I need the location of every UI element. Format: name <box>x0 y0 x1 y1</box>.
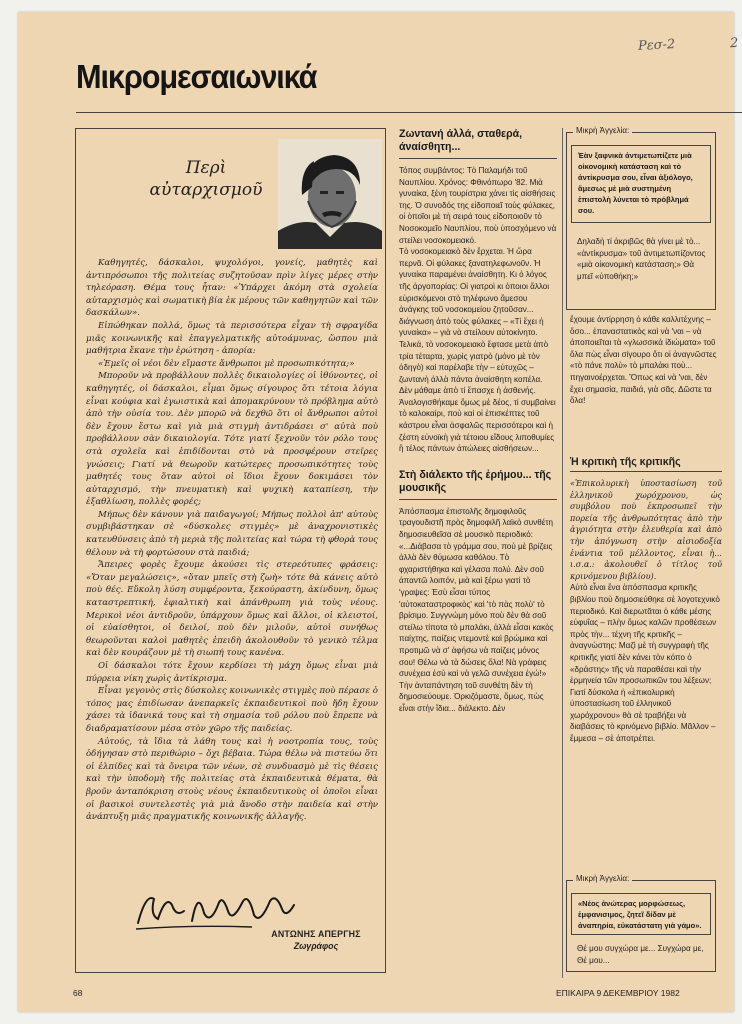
column-paragraph: «...Διάβασα τὸ γράμμα σου, ποὺ μὲ βρίζεις ἀλλὰ δὲν θύμωσα καθόλου. Τὸ φχαριστήθηκα καὶ γέλασα πολύ. Δὲν σοῦ ἀπαντῶ λοιπόν, μιὰ καὶ ξέρω γιατί τὸ 'γραψες: Ἐσὺ εἶσαι τύπος 'αὐτοκαταστροφικὸς' καὶ 'τὸ πὰς πολὺ' τὸ βρίσιμο. Συγγνώμη μόνο ποὺ δὲν θὰ σοῦ στείλω τίποτα τὸ μπαλάκι, ἀλλὰ εἶσαι κακὸς παίχτης, παίζεις ντεμοντὲ καὶ βρώμικα καὶ προτιμῶ νὰ σ' ἀφήσω νὰ παίζεις μόνος σου! Θέλω νὰ τὰ δώσεις ὅλα! Νὰ γράφεις συνέχεια ἐσὺ καὶ νὰ γελῶ συνέχεια ἐγώ!» <box>399 541 554 679</box>
article-paragraph: «Ἐμεῖς οἱ νέοι δὲν εἴμαστε ἄνθρωποι μὲ προσωπικότητα;» <box>98 358 355 369</box>
section-rule <box>399 499 557 500</box>
publication-date: ΕΠΙΚΑΙΡΑ 9 ΔΕΚΕΜΒΡΙΟΥ 1982 <box>556 988 680 998</box>
column-paragraph: Τὴν ἀνταπάντηση τοῦ συνθέτη δὲν τὴ δημοσιεύουμε. Ὁρκιζόμαστε, ὅμως, πὼς εἶναι στὴν ἴδια... διάλεκτο. Δὲν <box>399 680 544 713</box>
ad-text: Ἐὰν ξαφνικὰ ἀντιμετωπίζετε μιὰ οἰκονομικὴ κατάσταση καὶ τὸ ἀντίκρυσμα σου, εἶναι ἀξιόλογο, ἄμεσως μὲ μιὰ συστημένη ἐπιστολὴ λύνεται τὸ πρόβλημά σου. <box>571 145 711 223</box>
ad-label: Μικρὴ Ἀγγελία: <box>573 126 632 135</box>
title-rule <box>76 112 742 113</box>
column-paragraph: Αὐτὸ εἶναι ἕνα ἀπόσπασμα κριτικῆς βιβλίου ποὺ δημοσιεύθηκε σὲ λογοτεχνικὸ περιοδικό. Καὶ διερωτᾶται ὁ κάθε μέσης εὐφυΐας – πλὴν ὅμως καλῶν προθέσεων πρὸς τὴν... τέχνη τῆς κριτικῆς – ἀναγνώστης: Μαζὶ μὲ τὴ συγγραφὴ τῆς κριτικῆς γιατί δὲν κάνει τὸν κόπο ὁ «δράστης» τῆς νὰ παραθέσει καὶ τὴν ἑρμηνεία τῶν προσωπικῶν του λέξεων; Γιατί δύσκολα ἡ «ἐπικολυρικὴ ὑποστασίωση τοῦ ἑλληνικοῦ χωρόχρονου» θὰ σὲ τραβήξει νὰ διαβάσεις τὸ κρινόμενο βιβλίο. Μᾶλλον – ἔμμεσα – σὲ ἀποτρέπει. <box>570 583 720 744</box>
critique-quote: «Ἐπικολυρικὴ ὑποστασίωση τοῦ ἑλληνικοῦ χωρόχρονου, ὡς συμβόλου ποὺ ἐκπροσωπεῖ τὴν πορεία τῆς ἀνθρωπότητας ἀπὸ τὴν ἀγριότητα στὴν ἐλευθερία καὶ ἀπὸ τὴν ἀπόγνωση στὴν αἰσιοδοξία ἐνάντια τοῦ μέλλοντος, εἶναι ἡ... ι.σ.α.: ἀκολουθεῖ ὁ τίτλος τοῦ κρινόμενου βιβλίου). <box>570 478 722 581</box>
article-paragraph: Καθηγητές, δάσκαλοι, ψυχολόγοι, γονείς, μαθητὲς καὶ ἀντιπρόσωποι τῆς πολιτείας συζητοῦσαν πρὶν λίγες μέρες στὴν τηλεόραση. Θέμα τους ἦταν: «Ὑπάρχει ἀκόμη στὰ σχολεία αὐταρχισμὸς καὶ σωματικὴ βία ἐκ μέρους τῶν καθηγητῶν καὶ τῶν δασκάλων». <box>86 258 378 319</box>
column-paragraph: Τελικά, τὸ νοσοκομειακὸ ἔφτασε μετὰ ἀπὸ τρία τέταρτα, χωρὶς γιατρὸ (μόνο μὲ τὸν ὁδηγὸ) καὶ παρέλαβε τὴν – εὐτυχῶς – ζωντανὴ ἀλλὰ πάντα ἀναίσθητη κοπέλα. <box>399 339 549 384</box>
column-paragraph: Ἀπόσπασμα ἐπιστολῆς δημοφιλοῦς τραγουδιστῆ πρὸς δημοφιλῆ λαϊκὸ συνθέτη δημοσιευθεῖσα σὲ μουσικὸ περιοδικό: <box>399 506 554 540</box>
author-portrait <box>278 139 382 249</box>
column-section <box>399 469 557 715</box>
article-paragraph: Εἰπώθηκαν πολλά, ὅμως τὰ περισσότερα εἶχαν τὴ σφραγίδα μιᾶς κοινωνικῆς καὶ ἐπαγγελματικῆς αὐτοάμυνας, ὥσπου μιὰ μαθήτρια ἔκανε τὴν ἐρώτηση - ἀπορία: <box>86 320 378 357</box>
article-body <box>86 257 378 824</box>
article-paragraph: Μποροῦν νὰ προβάλλουν πολλὲς δικαιολογίες οἱ ἰθύνοντες, οἱ καθηγητές, οἱ δάσκαλοι, εἶμαι ὅμως σίγουρος ὅτι τέτοια λόγια εἶναι κούφια καὶ ἐγωιστικὰ καὶ ἀπομακρύνουν τὸ πρόβλημα αὐτὸ ἀπὸ τὴν οὐσία του. Δὲν μπορῶ νὰ δεχθῶ ὅτι οἱ ἄνθρωποι αὐτοὶ δὲν ἔχουν ἔστω καὶ γιὰ μιὰ στιγμὴ ἀντιδράσει σ' αὐτὰ ποὺ προβάλλουν σὰν δικαιολογία. Τότε γιατί ξεχνοῦν τὸν ρόλο τους στὰ σχολεῖα καὶ ἐπιδίδονται στὸ νὰ προσφέρουν στεῖρες γνώσεις; Γιατί νὰ θεωροῦν κατώτερες προσωπικότητες τοὺς μαθητές τους ὅταν αὐτοὶ οἱ ἴδιοι ἔχουν δοκιμάσει τὸν αὐταρχισμό, τὴν πνευματικὴ καὶ ψυχικὴ καταπίεση, τὴν ἐξαθλίωση, πολλὲς φορές; <box>86 371 378 508</box>
article-paragraph: Ἄπειρες φορὲς ἔχουμε ἀκούσει τὶς στερεότυπες φράσεις: «Ὅταν μεγαλώσεις», «ὅταν μπεῖς στὴ ζωὴ» τότε θὰ κάνεις αὐτὸ ποὺ θές. Εὔκολη λύση συμφέροντα, ξεκούραστη, ἀκίνδυνη, ὅμως καταστρεπτική, ἐφιαλτικὴ καὶ ἀπάνθρωπη γιὰ τοὺς νέους. Μερικοὶ νέοι ἀντιδροῦν, ὑπάρχουν ὅμως καὶ ἄλλοι, οἱ κλειστοί, οἱ εὐαίσθητοι, οἱ δειλοί, ποὺ δὲν μιλοῦν, αὐτοὶ συνήθως θεωροῦνται καλοὶ μαθητὲς ἐπειδὴ ἀκολουθοῦν τὸ γενικὸ τέλμα καὶ δὲν κουράζουν μὲ τὴ σιωπή τους κανένα. <box>86 560 378 659</box>
column-section <box>399 128 557 455</box>
handwritten-note: Ρεσ-2 <box>637 37 676 54</box>
section-heading: Ζωντανή άλλά, σταθερά, άναίσθητη... <box>399 128 523 153</box>
author-name: ΑΝΤΩΝΗΣ ΑΠΕΡΓΗΣ <box>271 929 361 939</box>
column-paragraph: Τόπος συμβάντος: Τὸ Παλαμήδι τοῦ Ναυπλίου. Χρόνος: Φθινόπωρο '82. Μιὰ γυναίκα, ξένη τουρίστρια χάνει τὶς αἰσθήσεις της. Ὁ συνοδός της εἰδοποιεῖ τοὺς φύλακες, οἱ ὁποῖοι μὲ τὴ σειρά τους εἰδοποιοῦν τὸ Νοσοκομεῖο Ναυπλίου, ποὺ ὑποσχόμενο νὰ στείλει νοσοκομειακό. <box>399 166 557 245</box>
article-title: Περὶ αὐταρχισμοῦ <box>149 158 263 200</box>
column-paragraph: Τὸ νοσοκομειακὸ δὲν ἔρχεται. Ἡ ὥρα περνᾶ. Οἱ φύλακες ξανατηλεφωνοῦν. Ἡ γυναίκα παραμένει ἀναίσθητη. Κι ὁ λόγος τῆς ἀργοπορίας: Οἱ γιατροὶ κι ὁποιοι ἄλλοι εὑρισκόμενοι στὸ τηλέφωνο ἄμεσου ἀνάγκης τοῦ νοσοκομείου ζητοῦσαν... διάγνωση ἀπὸ τοὺς φύλακες – «Τί ἔχει ἡ γυναίκα» – γιὰ νὰ στείλουν αὐτοκίνητο. <box>399 247 550 338</box>
article-paragraph: Αὐτούς, τὰ ἴδια τὰ λάθη τους καὶ ἡ νοοτροπία τους, τοὺς ὁδήγησαν στὸ περιθώριο – ὄχι βέβαια. Τώρα θέλω νὰ πιστεύω ὅτι οἱ ἐλπίδες καὶ τὰ ὄνειρα τῶν νέων, σὲ συνδυασμὸ μὲ τὶς θέσεις καὶ τὴν ὑποδομὴ τῆς πολιτείας στὰ ἐκπαιδευτικὰ θέματα, θὰ βροῦν ἀνταπόκριση στοὺς νέους ἐκπαιδευτικοὺς οἱ ὁποῖοι εἶναι οἱ βασικοὶ συντελεστὲς γιὰ μιὰ ἄνοδο στὴν παιδεία καὶ στὴν ἀνάπτυξη μιᾶς πραγματικῆς κοινωνικῆς ἀλλαγῆς. <box>86 736 378 823</box>
ad-text: «Νέος ἀνώτερας μορφώσεως, ἐμφανισιμος, ζητεῖ δίδαν μὲ ἀναπηρία, εὐκατάστατη γιὰ γάμο». <box>571 893 711 935</box>
author-role: Ζωγράφος <box>293 941 339 951</box>
ad-comment: Δηλαδὴ τί ἀκριβῶς θὰ γίνει μὲ τὸ... «ἀντίκρυσμα» τοῦ ἀντιμετωπίζοντος «μιὰ οἰκονομικὴ κατάσταση;» Θὰ μπεῖ «ὑποθήκη;» <box>577 237 706 281</box>
left-article <box>75 128 386 973</box>
ad-label: Μικρὴ Ἀγγελία: <box>573 874 632 883</box>
column-paragraph: Δὲν μάθαμε ἀπὸ τί ἔπασχε ἡ ἀσθενής. Ἀναλογισθήκαμε ὅμως μὲ δέος, τί συμβαίνει τὸ καλοκαίρι, ποὺ καὶ οἱ ἐπισκέπτες τοῦ κάστρου εἶναι ἀσφαλῶς περισσότεροι καὶ ἡ ζέστη εὐνοϊκὴ γιὰ τέτοιου εἴδους λιποθυμίες ἢ τέλος πάντων ἀπώλειες αἰσθήσεων... <box>399 386 556 454</box>
column-paragraph: ἔχουμε ἀντίρρηση ὁ κάθε καλλιτέχνης – ὅσο... ἐπαναστατικὸς καὶ νὰ 'ναι – νὰ ἀποποιεῖται τὰ «γλωσσικὰ ἰδιώματα» τοῦ ὅλα πὼς εἶναι σίγουρο ὅτι οἱ ἀναγνῶστες «τὸ πάνε πολὺ» τὸ μπαλάκι ποὺ... πηγαινοέρχεται. Ὅπως καὶ νὰ 'ναι, δὲν ἔχει σημασία, παιδιά, γιὰ σᾶς. Δῶστε τα ὅλα! <box>570 315 717 406</box>
newspaper-page <box>18 12 739 1012</box>
handwritten-number: 2 <box>729 35 739 52</box>
column-divider <box>562 128 563 978</box>
middle-column <box>399 128 557 715</box>
column-section <box>570 478 722 745</box>
classified-ad-box <box>566 126 716 310</box>
article-paragraph: Εἶναι γεγονὸς στὶς δύσκολες κοινωνικὲς στιγμὲς ποὺ πέρασε ὁ τόπος μας ἐπιδίωσαν ἀνεπαρκεῖς ἐκπαιδευτικοὶ ποὺ ἤδη ἔχουν χάσει τὰ ἰδανικά τους καὶ τὴ σημασία τοῦ ρόλου ποὺ ἔπρεπε νὰ διαδραματίσουν μέσα στὸν χῶρο τῆς παιδείας. <box>86 686 378 734</box>
classified-ad-box <box>566 874 716 972</box>
section-rule <box>399 158 557 159</box>
page-number: 68 <box>73 988 83 998</box>
article-paragraph: Οἱ δάσκαλοι τότε ἔχουν κερδίσει τὴ μάχη ὅμως εἶναι μιὰ πύρρεια νίκη χωρὶς ἀντίκρισμα. <box>86 661 378 684</box>
author-signature <box>132 875 302 935</box>
section-rule <box>570 471 722 472</box>
article-paragraph: Μήπως δὲν κάνουν γιὰ παιδαγωγοί; Μήπως πολλοὶ ἀπ' αὐτοὺς συμβιβάστηκαν σὲ «δύσκολες στιγμὲς» μὲ ἀναχρονιστικὲς κατευθύνσεις ἀπὸ τὴ μεριὰ τῆς πολιτείας καὶ τώρα τὴ φθορὰ τους θέλουν νὰ τὴ φορτώσουν στὰ παιδιά; <box>86 509 378 558</box>
section-title: Μικρομεσαιωνικά <box>76 58 317 95</box>
ad-comment: Θέ μου συγχώρα με... Συγχώρα με, Θέ μου... <box>577 944 704 965</box>
section-heading: Στὴ διάλεκτο τῆς ἐρήμου... τῆς μουσικῆς <box>399 468 552 494</box>
section-heading: Ἡ κριτικὴ τῆς κριτικῆς <box>570 456 681 468</box>
